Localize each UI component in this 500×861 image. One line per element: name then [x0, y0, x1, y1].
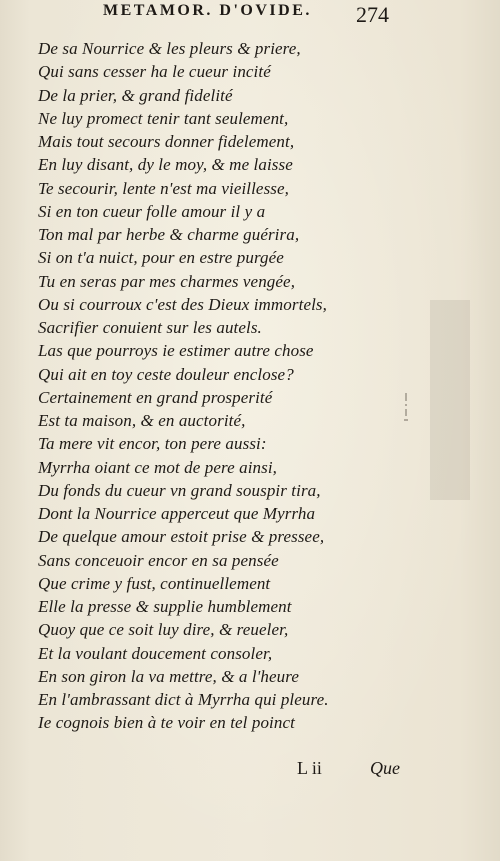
verse-line: Quoy que ce soit luy dire, & reueler, [38, 620, 289, 640]
verse-line: Ta mere vit encor, ton pere aussi: [38, 434, 267, 454]
verse-line: De quelque amour estoit prise & pressee, [38, 527, 325, 547]
verse-line: Ie cognois bien à te voir en tel poinct [38, 713, 295, 733]
verse-line: De la prier, & grand fidelité [38, 85, 233, 105]
page-footer [0, 758, 500, 784]
catchword: Que [370, 758, 400, 778]
show-through-shadow [430, 300, 470, 500]
verse-line: De sa Nourrice & les pleurs & priere, [38, 39, 301, 58]
verse-line: Sacrifier conuient sur les autels. [38, 318, 262, 337]
verse-line: Que crime y fust, continuellement [38, 573, 271, 593]
verse-line: Du fonds du cueur vn grand souspir tira, [38, 480, 321, 500]
verse-line: En l'ambrassant dict à Myrrha qui pleure. [38, 690, 329, 709]
verse-line: Las que pourroys ie estimer autre chose [38, 341, 314, 361]
verse-line: Si en ton cueur folle amour il y a [38, 201, 266, 221]
verse-line: Ton mal par herbe & charme guérira, [38, 225, 300, 244]
page-header [0, 2, 500, 28]
verse-line: Ou si courroux c'est des Dieux immortels, [38, 294, 327, 314]
verse-line: Si on t'a nuict, pour en estre purgée [38, 248, 284, 268]
verse-line: Mais tout secours donner fidelement, [38, 132, 295, 151]
verse-line: Elle la presse & supplie humblement [38, 597, 292, 616]
verse-line: Ne luy promect tenir tant seulement, [38, 108, 289, 128]
verse-line: Myrrha oiant ce mot de pere ainsi, [38, 457, 278, 477]
verse-line: En luy disant, dy le moy, & me laisse [38, 155, 293, 175]
verse-line: Est ta maison, & en auctorité, [38, 411, 246, 430]
verse-line: Tu en seras par mes charmes vengée, [38, 271, 296, 291]
running-head: METAMOR. D'OVIDE. [103, 2, 312, 19]
marginal-ink-mark [402, 392, 410, 422]
verse-line: Te secourir, lente n'est ma vieillesse, [38, 178, 290, 198]
verse-block [38, 37, 478, 735]
verse-line: Certainement en grand prosperité [38, 387, 273, 407]
verse-line: Dont la Nourrice apperceut que Myrrha [38, 504, 316, 523]
verse-line: En son giron la va mettre, & a l'heure [38, 666, 299, 686]
verse-line: Qui sans cesser ha le cueur incité [38, 62, 271, 82]
page-number: 274 [356, 2, 389, 27]
verse-line: Et la voulant doucement consoler, [38, 643, 273, 663]
verse-line: Qui ait en toy ceste douleur enclose? [38, 364, 294, 384]
signature-mark: L ii [297, 758, 322, 778]
verse-line: Sans conceuoir encor en sa pensée [38, 550, 279, 570]
